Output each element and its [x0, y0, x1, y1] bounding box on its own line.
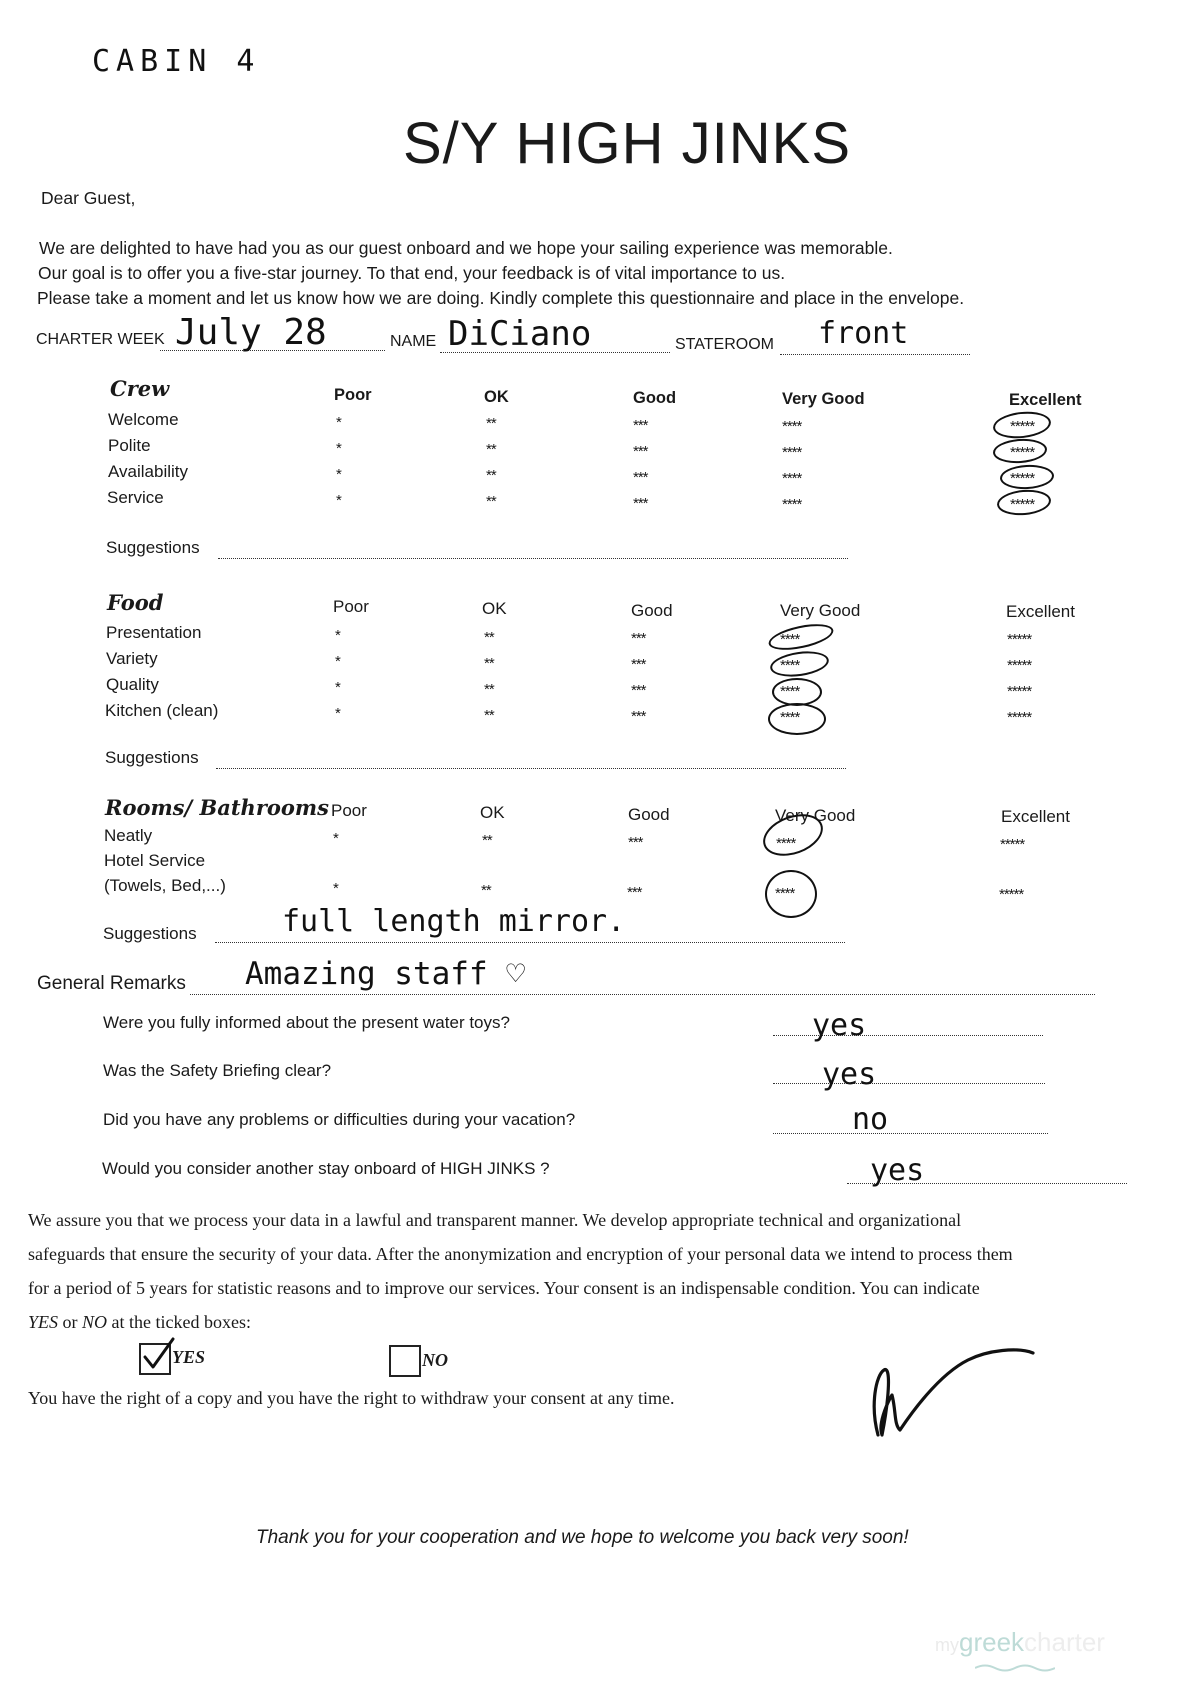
rating-1-star[interactable]: * [336, 440, 341, 457]
rating-2-star[interactable]: ** [484, 681, 494, 698]
rating-2-star[interactable]: ** [486, 467, 496, 484]
selected-rating-circle [768, 703, 826, 735]
rating-3-star[interactable]: *** [631, 656, 646, 673]
rating-4-star[interactable]: **** [776, 835, 796, 852]
intro-line-3: Please take a moment and let us know how we are doing. Kindly complete this questionnaire and place in the envelope. [37, 288, 965, 308]
rating-4-star[interactable]: **** [782, 470, 802, 487]
rooms-suggestions-value[interactable]: full length mirror. [282, 904, 626, 939]
stateroom-value[interactable]: front [818, 316, 909, 351]
general-remarks-line [190, 994, 1095, 995]
rating-3-star[interactable]: *** [631, 630, 646, 647]
consent-line-4 [28, 1305, 251, 1339]
rating-1-star[interactable]: * [335, 627, 340, 644]
crew-suggestions-line[interactable] [218, 558, 848, 559]
watermark-greek: greek [959, 1627, 1025, 1657]
stateroom-line [780, 354, 970, 355]
consent-no-checkbox[interactable] [389, 1345, 421, 1377]
answer-value[interactable]: yes [812, 1008, 867, 1043]
consent-yes-word: YES [28, 1312, 59, 1332]
consent-no-label: NO [422, 1350, 448, 1370]
rating-3-star[interactable]: *** [631, 708, 646, 725]
answer-line [773, 1133, 1048, 1134]
wave-icon [975, 1663, 1055, 1673]
rating-3-star[interactable]: *** [628, 834, 643, 851]
rating-5-star[interactable]: ***** [1007, 657, 1032, 674]
food-suggestions-label: Suggestions [105, 748, 199, 767]
answer-value[interactable]: yes [870, 1153, 925, 1188]
question-text: Did you have any problems or difficulties during your vacation? [103, 1110, 576, 1129]
rating-5-star[interactable]: ***** [1010, 470, 1035, 487]
food-section-title: Food [107, 590, 164, 615]
rating-4-star[interactable]: **** [782, 496, 802, 513]
question-text: Would you consider another stay onboard of HIGH JINKS ? [102, 1159, 550, 1178]
rating-4-star[interactable]: **** [780, 631, 800, 648]
rooms-col-very-good: Very Good [775, 806, 856, 825]
food-row-label: Variety [106, 649, 158, 668]
rooms-row-label-sub: (Towels, Bed,...) [104, 876, 226, 895]
food-col-excellent: Excellent [1006, 602, 1075, 621]
stateroom-label: STATEROOM [675, 336, 774, 353]
rating-5-star[interactable]: ***** [1010, 496, 1035, 513]
general-remarks-value[interactable]: Amazing staff ♡ [245, 956, 525, 992]
food-col-poor: Poor [333, 597, 369, 616]
crew-row-label: Service [107, 488, 164, 507]
watermark [935, 1627, 1105, 1658]
crew-row-label: Polite [108, 436, 151, 455]
rating-5-star[interactable]: ***** [999, 886, 1024, 903]
selected-rating-circle [769, 648, 831, 680]
question-text: Were you fully informed about the present water toys? [103, 1013, 510, 1032]
signature [848, 1335, 1048, 1445]
rating-5-star[interactable]: ***** [1000, 836, 1025, 853]
greeting: Dear Guest, [41, 188, 136, 208]
rooms-section-title: Rooms/ Bathrooms [105, 795, 329, 820]
rating-3-star[interactable]: *** [633, 495, 648, 512]
rooms-suggestions-line [215, 942, 845, 943]
rating-1-star[interactable]: * [333, 830, 338, 847]
rating-5-star[interactable]: ***** [1007, 709, 1032, 726]
rooms-col-good: Good [628, 805, 670, 824]
watermark-my: my [935, 1635, 959, 1655]
food-suggestions-line[interactable] [216, 768, 846, 769]
rating-3-star[interactable]: *** [627, 884, 642, 901]
rating-2-star[interactable]: ** [481, 882, 491, 899]
rating-1-star[interactable]: * [336, 466, 341, 483]
consent-no-word: NO [82, 1312, 108, 1332]
rating-5-star[interactable]: ***** [1010, 418, 1035, 435]
rating-2-star[interactable]: ** [486, 441, 496, 458]
charter-week-value[interactable]: July 28 [175, 312, 327, 353]
general-remarks-label: General Remarks [37, 973, 186, 994]
watermark-charter: charter [1024, 1627, 1105, 1657]
rating-5-star[interactable]: ***** [1007, 683, 1032, 700]
cabin-note: CABIN 4 [92, 44, 261, 79]
answer-value[interactable]: yes [822, 1057, 877, 1092]
rooms-row-label: Hotel Service [104, 851, 206, 870]
consent-line-3: for a period of 5 years for statistic reasons and to improve our services. Your consent is an indispensable condition. You can indicate [28, 1278, 980, 1298]
consent-or: or [58, 1312, 83, 1332]
intro-line-2: Our goal is to offer you a five-star journey. To that end, your feedback is of vital importance to us. [38, 263, 786, 283]
crew-col-excellent: Excellent [1009, 391, 1082, 409]
rating-3-star[interactable]: *** [633, 417, 648, 434]
selected-rating-circle [765, 870, 817, 918]
rating-4-star[interactable]: **** [780, 657, 800, 674]
rating-1-star[interactable]: * [335, 653, 340, 670]
rating-4-star[interactable]: **** [782, 444, 802, 461]
rating-2-star[interactable]: ** [484, 707, 494, 724]
consent-at-ticked: at the ticked boxes: [107, 1312, 251, 1332]
rooms-col-excellent: Excellent [1001, 807, 1070, 826]
crew-row-label: Welcome [108, 410, 179, 429]
rating-2-star[interactable]: ** [484, 629, 494, 646]
selected-rating-circle [992, 437, 1048, 465]
selected-rating-circle [996, 488, 1052, 518]
name-label: NAME [390, 333, 437, 350]
rating-3-star[interactable]: *** [631, 682, 646, 699]
consent-line-2: safeguards that ensure the security of your data. After the anonymization and encryption of your personal data we intend to process them [28, 1244, 1013, 1264]
selected-rating-circle [992, 409, 1052, 441]
selected-rating-circle [766, 619, 835, 654]
crew-col-very-good: Very Good [782, 390, 865, 408]
food-row-label: Kitchen (clean) [105, 701, 219, 720]
answer-line [773, 1083, 1045, 1084]
crew-col-ok: OK [484, 388, 509, 406]
rating-5-star[interactable]: ***** [1010, 444, 1035, 461]
crew-row-label: Availability [108, 462, 189, 481]
question-text: Was the Safety Briefing clear? [103, 1061, 332, 1080]
crew-suggestions-label: Suggestions [106, 538, 200, 557]
crew-col-poor: Poor [334, 386, 372, 404]
rooms-suggestions-label: Suggestions [103, 924, 197, 943]
rooms-row-label: Neatly [104, 826, 153, 845]
food-col-ok: OK [482, 599, 507, 618]
food-col-very-good: Very Good [780, 601, 861, 620]
crew-col-good: Good [633, 389, 677, 407]
rating-2-star[interactable]: ** [484, 655, 494, 672]
rating-3-star[interactable]: *** [633, 443, 648, 460]
food-col-good: Good [631, 601, 673, 620]
rooms-col-poor: Poor [331, 801, 367, 820]
food-row-label: Presentation [106, 623, 202, 642]
consent-line-1: We assure you that we process your data in a lawful and transparent manner. We develop appropriate technical and organizational [28, 1210, 962, 1230]
charter-week-label: CHARTER WEEK [36, 331, 165, 348]
rooms-col-ok: OK [480, 803, 505, 822]
rating-4-star[interactable]: **** [780, 683, 800, 700]
rating-4-star[interactable]: **** [782, 418, 802, 435]
rating-1-star[interactable]: * [335, 679, 340, 696]
food-row-label: Quality [106, 675, 159, 694]
rating-1-star[interactable]: * [335, 705, 340, 722]
thank-you-note: Thank you for your cooperation and we hope to welcome you back very soon! [256, 1527, 909, 1548]
selected-rating-circle [772, 678, 822, 706]
selected-rating-circle [999, 464, 1054, 491]
intro-line-1: We are delighted to have had you as our guest onboard and we hope your sailing experience was memorable. [39, 238, 893, 258]
rating-1-star[interactable]: * [336, 414, 341, 431]
name-value[interactable]: DiCiano [448, 314, 592, 354]
consent-yes-label: YES [172, 1347, 206, 1367]
consent-yes-checkbox[interactable] [139, 1343, 171, 1375]
answer-value[interactable]: no [852, 1102, 889, 1137]
consent-rights: You have the right of a copy and you have the right to withdraw your consent at any time. [28, 1388, 675, 1408]
rating-4-star[interactable]: **** [775, 885, 795, 902]
page-title: S/Y HIGH JINKS [402, 111, 852, 176]
rating-1-star[interactable]: * [336, 492, 341, 509]
rating-5-star[interactable]: ***** [1007, 631, 1032, 648]
rating-1-star[interactable]: * [333, 880, 338, 897]
crew-section-title: Crew [110, 376, 170, 401]
rating-2-star[interactable]: ** [482, 832, 492, 849]
rating-2-star[interactable]: ** [486, 415, 496, 432]
rating-3-star[interactable]: *** [633, 469, 648, 486]
rating-4-star[interactable]: **** [780, 709, 800, 726]
rating-2-star[interactable]: ** [486, 493, 496, 510]
